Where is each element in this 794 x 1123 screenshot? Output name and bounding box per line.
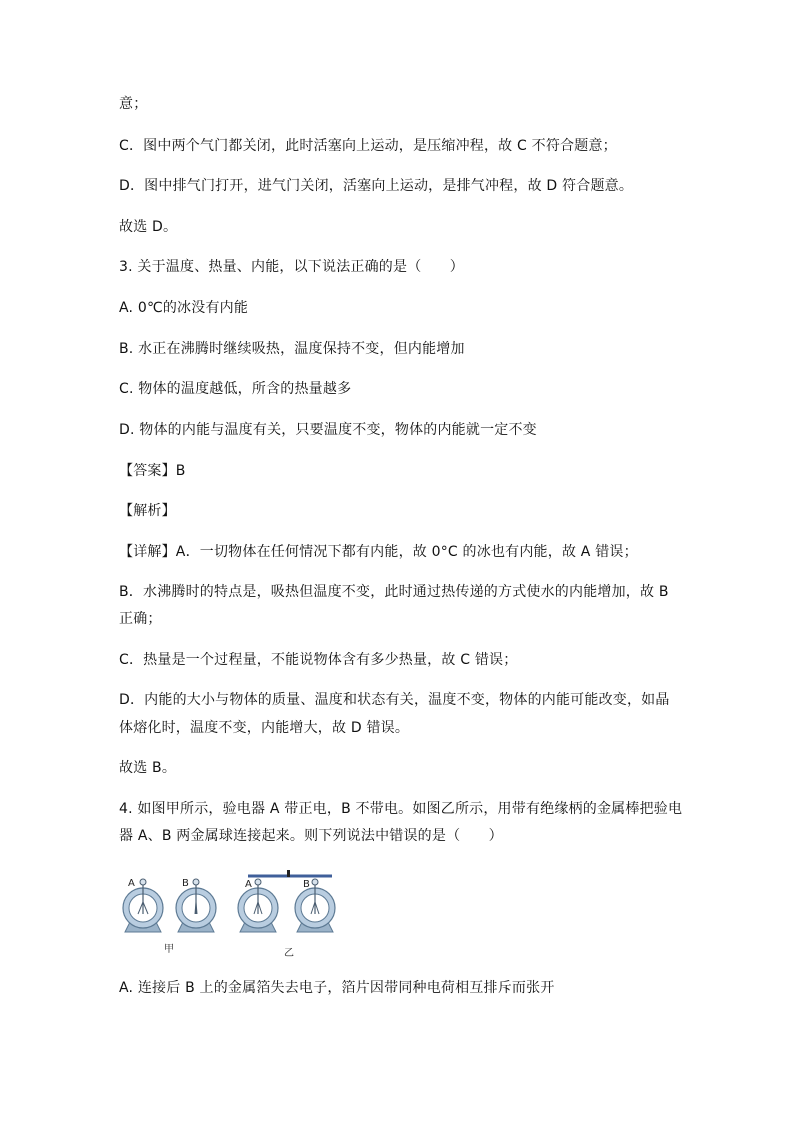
electroscope-b-right — [295, 879, 335, 932]
text-line-4: 故选 D。 — [119, 219, 178, 235]
answer-line: 【答案】B — [119, 463, 186, 479]
caption-yi: 乙 — [284, 948, 294, 959]
label-b-right: B — [303, 879, 310, 890]
question-4-stem-line-2: 器 A、B 两金属球连接起来。则下列说法中错误的是（ ） — [119, 828, 503, 844]
label-a-right: A — [245, 879, 252, 890]
question-3-stem: 3. 关于温度、热量、内能，以下说法正确的是（ ） — [119, 259, 465, 275]
explanation-a: 【详解】A．一切物体在任何情况下都有内能，故 0°C 的冰也有内能，故 A 错误； — [119, 544, 638, 560]
text-line-1: 意； — [119, 96, 148, 112]
insulating-handle — [287, 870, 290, 877]
question-3-option-d: D. 物体的内能与温度有关，只要温度不变，物体的内能就一定不变 — [119, 422, 537, 438]
explanation-d-line-2: 体熔化时，温度不变，内能增大，故 D 错误。 — [119, 720, 410, 736]
text-line-2: C．图中两个气门都关闭，此时活塞向上运动，是压缩冲程，故 C 不符合题意； — [119, 138, 617, 154]
question-3-option-c: C. 物体的温度越低，所含的热量越多 — [119, 381, 352, 397]
label-a-left: A — [128, 878, 135, 889]
analysis-heading: 【解析】 — [119, 503, 176, 519]
label-b-left: B — [182, 878, 189, 889]
text-line-3: D．图中排气门打开，进气门关闭，活塞向上运动，是排气冲程，故 D 符合题意。 — [119, 178, 634, 194]
electroscope-figure — [118, 868, 368, 960]
explanation-d-line-1: D．内能的大小与物体的质量、温度和状态有关，温度不变，物体的内能可能改变，如晶 — [119, 692, 670, 708]
electroscope-a-right — [238, 879, 278, 932]
question-4-stem-line-1: 4. 如图甲所示，验电器 A 带正电，B 不带电。如图乙所示，用带有绝缘柄的金属棒把验电 — [119, 801, 683, 817]
question-3-option-a: A. 0℃的冰没有内能 — [119, 300, 249, 316]
explanation-c: C．热量是一个过程量，不能说物体含有多少热量，故 C 错误； — [119, 652, 518, 668]
question-3-option-b: B. 水正在沸腾时继续吸热，温度保持不变，但内能增加 — [119, 341, 465, 357]
explanation-b-line-1: B．水沸腾时的特点是，吸热但温度不变，此时通过热传递的方式使水的内能增加，故 B — [119, 584, 669, 600]
conclusion-line: 故选 B。 — [119, 760, 177, 776]
caption-jia: 甲 — [164, 944, 174, 955]
question-4-option-a: A. 连接后 B 上的金属箔失去电子，箔片因带同种电荷相互排斥而张开 — [119, 980, 555, 996]
explanation-b-line-2: 正确； — [119, 611, 162, 627]
